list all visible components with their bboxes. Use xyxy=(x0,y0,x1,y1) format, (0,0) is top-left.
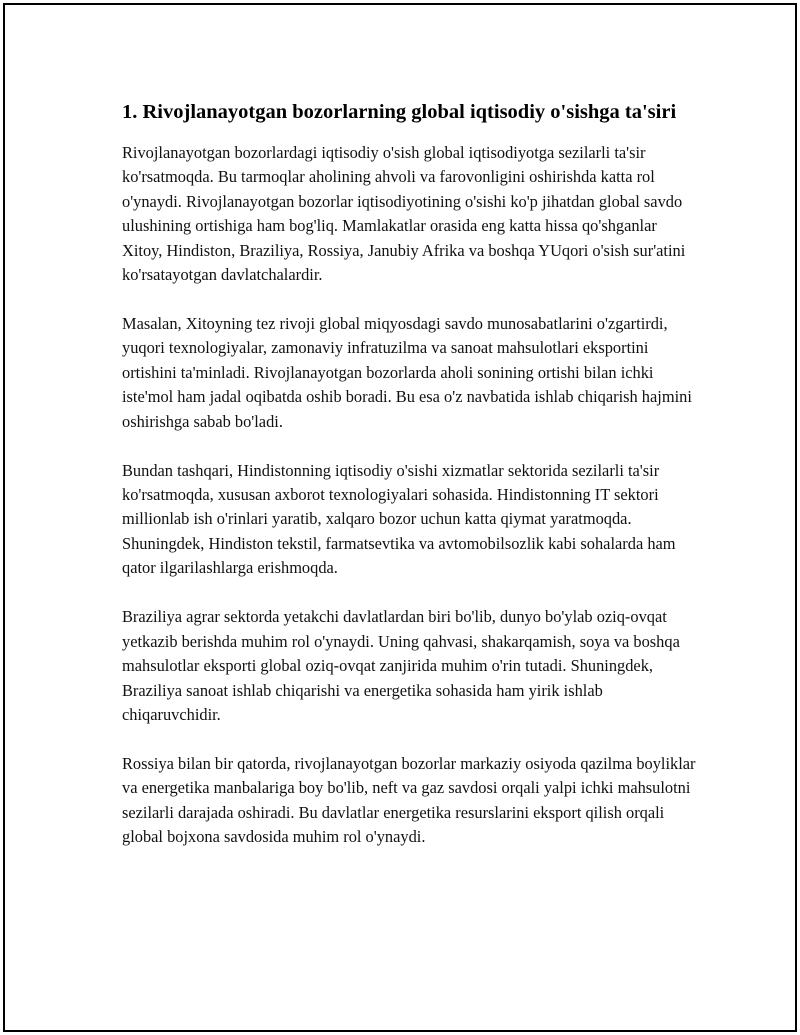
paragraph-2: Masalan, Xitoyning tez rivoji global miqyosdagi savdo munosabatlarini o'zgartirdi, yuqori texnologiyalar, zamonaviy infratuzilma va sanoat mahsulotlari eksportini ortishini ta'minladi. Rivojlanayotgan bozorlarda aholi sonining ortishi bilan ichki iste'mol ham jadal oqibatda oshib boradi. Bu esa o'z navbatida ishlab chiqarish hajmini oshirishga sabab bo'ladi. xyxy=(122,314,692,431)
section-heading: 1. Rivojlanayotgan bozorlarning global iqtisodiy o'sishga ta'siri xyxy=(122,101,677,123)
paragraph-5: Rossiya bilan bir qatorda, rivojlanayotgan bozorlar markaziy osiyoda qazilma boyliklar va energetika manbalariga boy bo'lib, neft va gaz savdosi orqali yalpi ichki mahsulotni sezilarli darajada oshiradi. Bu davlatlar energetika resurslarini eksport qilish orqali global bojxona savdosida muhim rol o'ynaydi. xyxy=(122,753,696,847)
document-body xyxy=(122,99,697,874)
paragraph-3: Bundan tashqari, Hindistonning iqtisodiy o'sishi xizmatlar sektorida sezilarli ta'sir ko'rsatmoqda, xususan axborot texnologiyalari sohasida. Hindistonning IT sektori millionlab ish o'rinlari yaratib, xalqaro bozor uchun katta qiymat yaratmoqda. Shuningdek, Hindiston tekstil, farmatsevtika va avtomobilsozlik kabi sohalarda ham qator ilgarilashlarga erishmoqda. xyxy=(122,460,676,578)
page-frame xyxy=(3,3,797,1032)
paragraph-4: Braziliya agrar sektorda yetakchi davlatlardan biri bo'lib, dunyo bo'ylab oziq-ovqat yetkazib berishda muhim rol o'ynaydi. Uning qahvasi, shakarqamish, soya va boshqa mahsulotlar eksporti global oziq-ovqat zanjirida muhim o'rin tutadi. Shuningdek, Braziliya sanoat ishlab chiqarishi va energetika sohasida ham yirik ishlab chiqaruvchidir. xyxy=(122,607,680,724)
paragraph-1: Rivojlanayotgan bozorlardagi iqtisodiy o'sish global iqtisodiyotga sezilarli ta'sir ko'rsatmoqda. Bu tarmoqlar aholining ahvoli va farovonligini oshirishda katta rol o'ynaydi. Rivojlanayotgan bozorlar iqtisodiyotining o'sishi ko'p jihatdan global savdo ulushining ortishiga ham bog'liq. Mamlakatlar orasida eng katta hissa qo'shganlar Xitoy, Hindiston, Braziliya, Rossiya, Janubiy Afrika va boshqa YUqori o'sish sur'atini ko'rsatayotgan davlatchalardir. xyxy=(122,143,686,285)
